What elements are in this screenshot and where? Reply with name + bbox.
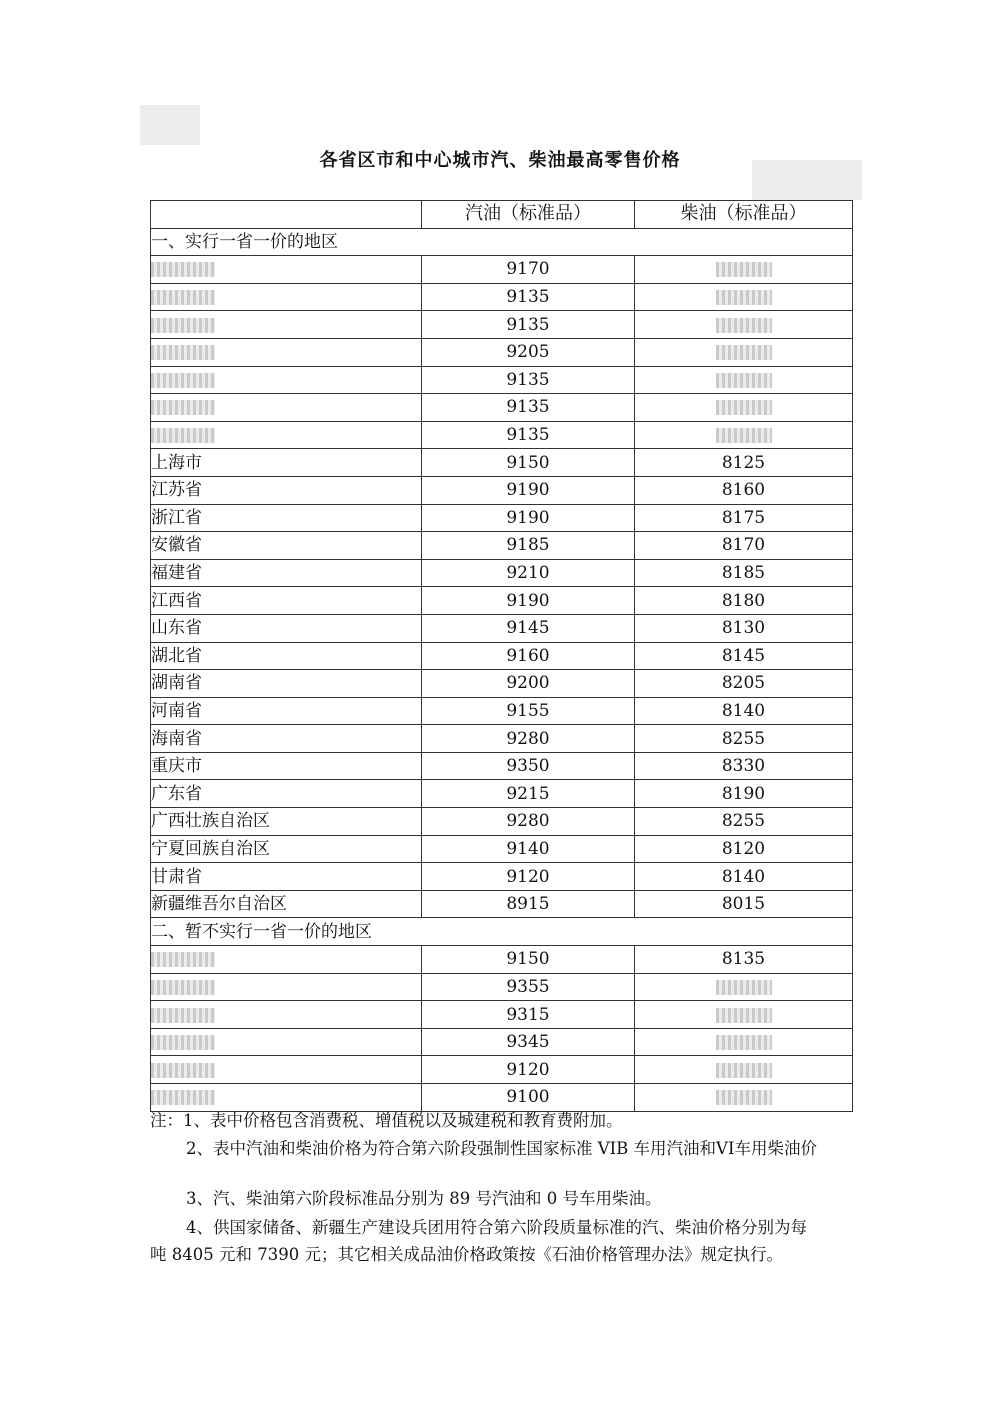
diesel-price-cell [635,1028,853,1056]
table-row [151,890,853,918]
gasoline-price-cell: 9120 [422,863,635,891]
table-row [151,642,853,670]
section-label-2: 二、暂不实行一省一价的地区 [151,918,853,946]
region-cell [151,1001,422,1029]
region-cell [151,283,422,311]
redacted-value [151,290,215,305]
gasoline-price-cell: 9155 [422,697,635,725]
redacted-value [716,1090,772,1105]
section-label-1: 一、实行一省一价的地区 [151,228,853,256]
gasoline-price-cell: 9355 [422,973,635,1001]
region-cell: 湖北省 [151,642,422,670]
redacted-value [151,1035,215,1050]
region-cell: 河南省 [151,697,422,725]
table-row [151,614,853,642]
table-row [151,587,853,615]
table-row [151,559,853,587]
diesel-price-cell: 8170 [635,532,853,560]
redacted-value [716,373,772,388]
region-cell [151,1028,422,1056]
region-cell [151,946,422,974]
table-row [151,697,853,725]
redacted-value [151,952,215,967]
region-cell: 广西壮族自治区 [151,808,422,836]
diesel-price-cell: 8330 [635,752,853,780]
table-row [151,394,853,422]
redacted-value [151,1008,215,1023]
diesel-price-cell: 8190 [635,780,853,808]
region-cell: 安徽省 [151,532,422,560]
gasoline-price-cell: 9150 [422,946,635,974]
diesel-price-cell [635,973,853,1001]
redacted-value [716,318,772,333]
gasoline-price-cell: 9170 [422,256,635,284]
gasoline-price-cell: 9120 [422,1056,635,1084]
redacted-value [716,400,772,415]
redacted-value [716,290,772,305]
diesel-price-cell: 8140 [635,697,853,725]
redacted-value [151,318,215,333]
table-body [151,228,853,1111]
redacted-value [716,428,772,443]
table-row [151,311,853,339]
diesel-price-cell [635,311,853,339]
diesel-price-cell [635,256,853,284]
table-row [151,283,853,311]
diesel-price-cell: 8255 [635,725,853,753]
gasoline-price-cell: 9135 [422,366,635,394]
region-cell: 宁夏回族自治区 [151,835,422,863]
table-row [151,835,853,863]
table-row [151,808,853,836]
redacted-value [151,428,215,443]
table-row [151,1084,853,1112]
diesel-price-cell: 8255 [635,808,853,836]
redacted-value [716,262,772,277]
redacted-value [151,262,215,277]
gasoline-price-cell: 9280 [422,808,635,836]
table-row [151,532,853,560]
region-cell [151,421,422,449]
region-cell [151,311,422,339]
region-cell [151,1084,422,1112]
region-cell: 新疆维吾尔自治区 [151,890,422,918]
redacted-value [716,1008,772,1023]
table-row [151,1028,853,1056]
region-cell [151,973,422,1001]
diesel-price-cell: 8160 [635,476,853,504]
gasoline-price-cell: 9205 [422,338,635,366]
redacted-value [151,1090,215,1105]
table-row [151,780,853,808]
section-row-1 [151,228,853,256]
diesel-price-cell [635,1084,853,1112]
region-cell: 江西省 [151,587,422,615]
region-cell: 浙江省 [151,504,422,532]
header-diesel: 柴油（标准品） [635,201,853,229]
diesel-price-cell [635,283,853,311]
diesel-price-cell: 8145 [635,642,853,670]
gasoline-price-cell: 9160 [422,642,635,670]
table-row [151,504,853,532]
table-row [151,256,853,284]
table-row [151,1001,853,1029]
gasoline-price-cell: 9215 [422,780,635,808]
diesel-price-cell: 8175 [635,504,853,532]
region-cell: 江苏省 [151,476,422,504]
gasoline-price-cell: 9190 [422,476,635,504]
table-row [151,476,853,504]
region-cell [151,1056,422,1084]
diesel-price-cell: 8140 [635,863,853,891]
region-cell: 山东省 [151,614,422,642]
gasoline-price-cell: 9350 [422,752,635,780]
gasoline-price-cell: 9190 [422,504,635,532]
region-cell: 海南省 [151,725,422,753]
region-cell: 广东省 [151,780,422,808]
section-row-2 [151,918,853,946]
table-row [151,946,853,974]
note-4-continued: 吨 8405 元和 7390 元；其它相关成品油价格政策按《石油价格管理办法》规定执行。 [150,1245,783,1264]
note-1: 注：1、表中价格包含消费税、增值税以及城建税和教育费附加。 [150,1111,623,1130]
table-row [151,752,853,780]
redacted-value [151,980,215,995]
gasoline-price-cell: 9100 [422,1084,635,1112]
region-cell: 湖南省 [151,670,422,698]
redacted-value [716,980,772,995]
gasoline-price-cell: 9135 [422,394,635,422]
redacted-value [151,345,215,360]
table-row [151,973,853,1001]
redacted-value [151,373,215,388]
diesel-price-cell [635,338,853,366]
region-cell [151,394,422,422]
redacted-value [716,1035,772,1050]
diesel-price-cell: 8015 [635,890,853,918]
table-row [151,670,853,698]
diesel-price-cell: 8205 [635,670,853,698]
redacted-value [151,1063,215,1078]
gasoline-price-cell: 9150 [422,449,635,477]
table-row [151,725,853,753]
table-header-row [151,201,853,229]
gasoline-price-cell: 9140 [422,835,635,863]
gasoline-price-cell: 9135 [422,421,635,449]
region-cell [151,256,422,284]
redacted-value [716,345,772,360]
region-cell [151,338,422,366]
table-row [151,863,853,891]
header-gasoline: 汽油（标准品） [422,201,635,229]
table-row [151,1056,853,1084]
diesel-price-cell: 8130 [635,614,853,642]
table-row [151,366,853,394]
gasoline-price-cell: 9280 [422,725,635,753]
diesel-price-cell: 8185 [635,559,853,587]
gasoline-price-cell: 9315 [422,1001,635,1029]
note-4: 4、供国家储备、新疆生产建设兵团用符合第六阶段质量标准的汽、柴油价格分别为每 [186,1218,807,1237]
scan-smudge-left [140,105,200,145]
redacted-value [716,1063,772,1078]
header-region [151,201,422,229]
gasoline-price-cell: 9345 [422,1028,635,1056]
diesel-price-cell: 8180 [635,587,853,615]
diesel-price-cell: 8135 [635,946,853,974]
price-table [150,200,853,1112]
region-cell [151,366,422,394]
gasoline-price-cell: 8915 [422,890,635,918]
gasoline-price-cell: 9190 [422,587,635,615]
region-cell: 甘肃省 [151,863,422,891]
note-3: 3、汽、柴油第六阶段标准品分别为 89 号汽油和 0 号车用柴油。 [186,1189,662,1208]
region-cell: 福建省 [151,559,422,587]
diesel-price-cell [635,421,853,449]
page-title: 各省区市和中心城市汽、柴油最高零售价格 [319,150,681,171]
diesel-price-cell [635,1001,853,1029]
note-2: 2、表中汽油和柴油价格为符合第六阶段强制性国家标准 VIB 车用汽油和VI车用柴油价 [186,1139,817,1158]
table-row [151,421,853,449]
gasoline-price-cell: 9135 [422,311,635,339]
table-row [151,338,853,366]
gasoline-price-cell: 9200 [422,670,635,698]
diesel-price-cell [635,1056,853,1084]
gasoline-price-cell: 9145 [422,614,635,642]
region-cell: 上海市 [151,449,422,477]
gasoline-price-cell: 9135 [422,283,635,311]
redacted-value [151,400,215,415]
region-cell: 重庆市 [151,752,422,780]
gasoline-price-cell: 9210 [422,559,635,587]
diesel-price-cell: 8120 [635,835,853,863]
diesel-price-cell: 8125 [635,449,853,477]
diesel-price-cell [635,394,853,422]
diesel-price-cell [635,366,853,394]
gasoline-price-cell: 9185 [422,532,635,560]
table-row [151,449,853,477]
